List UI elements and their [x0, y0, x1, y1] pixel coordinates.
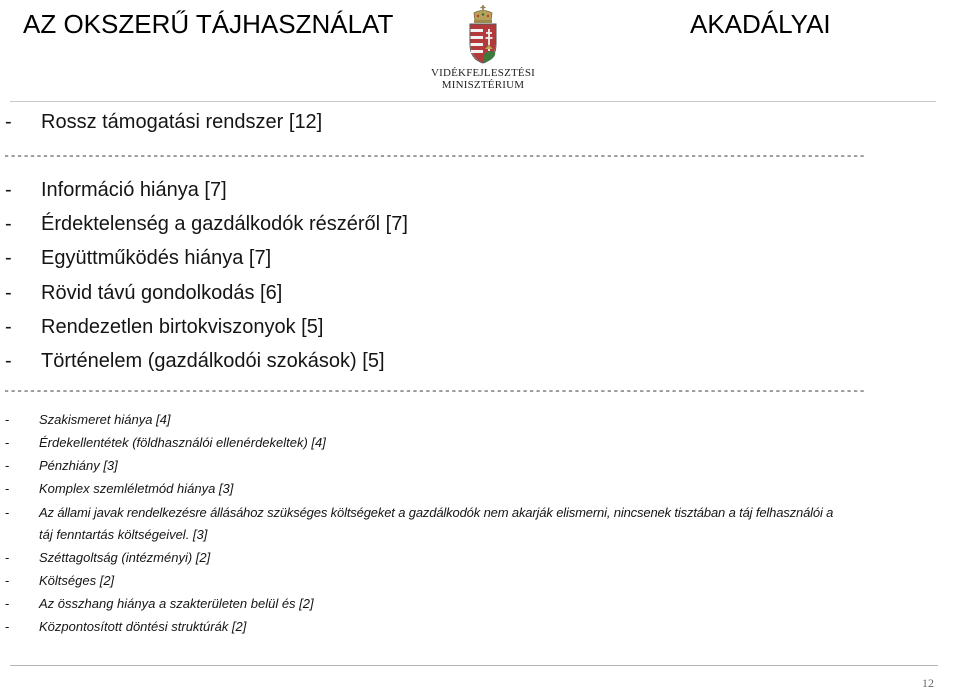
list-item-text: Információ hiánya [7] [41, 179, 227, 201]
bullet-dash: - [5, 435, 10, 450]
list-item-text: Rossz támogatási rendszer [12] [41, 111, 323, 133]
list-item [5, 315, 323, 339]
list-item [5, 212, 408, 236]
list-item [5, 281, 282, 305]
list-item-text: Rövid távú gondolkodás [6] [41, 282, 283, 304]
list-item [5, 349, 385, 373]
list-item [5, 481, 233, 497]
list-item [5, 412, 171, 428]
list-item-text: Költséges [2] [39, 573, 115, 588]
bullet-dash: - [5, 596, 10, 611]
bullet-dash: - [5, 619, 10, 634]
list-item [5, 596, 314, 612]
bullet-dash: - [5, 481, 10, 496]
list-item-text: Érdekellentétek (földhasználói ellenérdekeltek) [4] [39, 435, 326, 450]
bullet-dash: - [5, 111, 12, 133]
list-item-text: Pénzhiány [3] [39, 458, 118, 473]
list-item [5, 619, 246, 635]
bullet-dash: - [5, 505, 10, 520]
list-item [5, 458, 118, 474]
page-number: 12 [922, 676, 934, 690]
list-item-text: Az összhang hiánya a szakterületen belül és [2] [39, 596, 314, 611]
bullet-dash: - [5, 179, 12, 201]
list-item-text: Érdektelenség a gazdálkodók részéről [7] [41, 213, 408, 235]
bullet-dash: - [5, 458, 10, 473]
list-item [5, 505, 833, 521]
list-item-text: Az állami javak rendelkezésre állásához szükséges költségeket a gazdálkodók nem akarják elismerni, nincsenek tisztában a táj felhasználói a [39, 505, 834, 520]
list-item [5, 246, 271, 270]
bullet-dash: - [5, 550, 10, 565]
list-item [5, 550, 210, 566]
page-title-right: AKADÁLYAI [690, 9, 831, 39]
hungarian-coat-of-arms-icon [467, 4, 499, 64]
bullet-dash: - [5, 350, 12, 372]
bullet-dash: - [5, 573, 10, 588]
bullet-dash: - [5, 247, 12, 269]
list-item-text: Történelem (gazdálkodói szokások) [5] [41, 350, 385, 372]
list-item-text: Központosított döntési struktúrák [2] [39, 619, 247, 634]
ministry-logo [430, 4, 536, 92]
list-item-text: Rendezetlen birtokviszonyok [5] [41, 316, 324, 338]
list-item-text: Széttagoltság (intézményi) [2] [39, 550, 211, 565]
list-item-continuation [39, 527, 207, 543]
list-item [5, 110, 322, 134]
bullet-dash: - [5, 412, 10, 427]
list-item-text: Együttműködés hiánya [7] [41, 247, 272, 269]
bullet-dash: - [5, 213, 12, 235]
list-item-text: Komplex szemléletmód hiánya [3] [39, 481, 234, 496]
list-item-text: Szakismeret hiánya [4] [39, 412, 171, 427]
bullet-dash: - [5, 282, 12, 304]
header-divider [10, 101, 936, 102]
ministry-name-line1: VIDÉKFEJLESZTÉSI [430, 67, 536, 79]
list-item [5, 435, 326, 451]
list-item [5, 573, 114, 589]
bullet-dash: - [5, 316, 12, 338]
page-title-left: AZ OKSZERŰ TÁJHASZNÁLAT [23, 9, 394, 39]
footer-divider [10, 665, 938, 666]
ministry-name-line2: MINISZTÉRIUM [441, 79, 525, 91]
list-item [5, 178, 227, 202]
separator-line: ------------------------------------------------------------------------------------------------------------------------------------- [3, 149, 865, 163]
separator-line: ------------------------------------------------------------------------------------------------------------------------------------- [3, 384, 865, 398]
list-item-text: táj fenntartás költségeivel. [3] [39, 527, 208, 542]
